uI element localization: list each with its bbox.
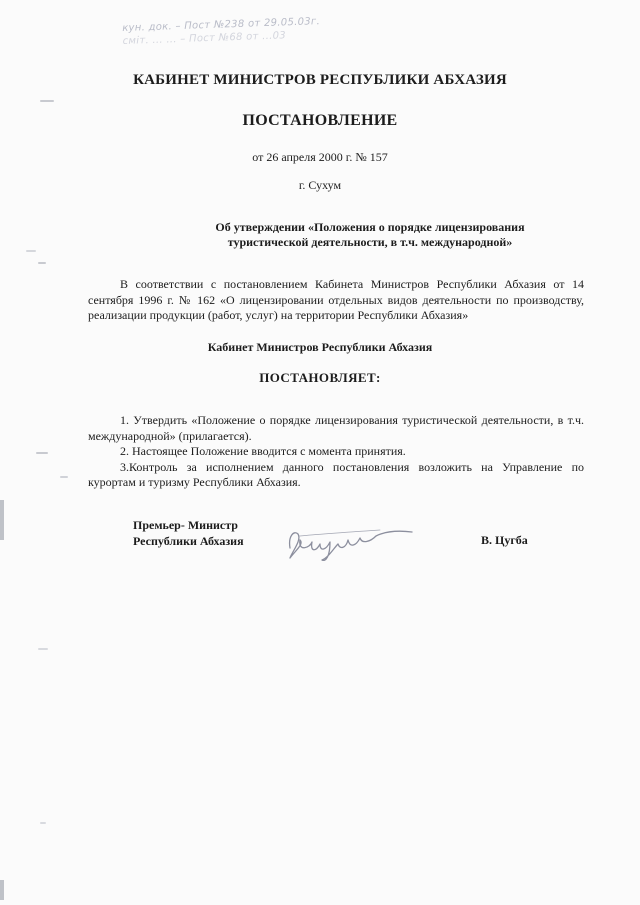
subject-line-2: туристической деятельности, в т.ч. международной» [227, 235, 513, 249]
scan-edge-mark [0, 880, 4, 900]
scan-speck [60, 476, 68, 478]
scan-speck [36, 452, 48, 454]
signatory-name: В. Цугба [481, 533, 528, 547]
handwritten-signature [280, 518, 420, 568]
scan-speck [40, 822, 46, 824]
subject-heading [170, 220, 570, 250]
decree-item-3: 3.Контроль за исполнением данного постановления возложить на Управление по курортам и туризму Республики Абхазия. [88, 459, 584, 489]
signatory-title [133, 517, 244, 549]
decree-item-1: 1. Утвердить «Положение о порядке лицензирования туристической деятельности, в т.ч. международной» (прилагается). [88, 413, 584, 443]
scan-edge-mark [0, 500, 4, 540]
scan-speck [40, 100, 54, 102]
decree-items [88, 413, 584, 491]
scan-speck [38, 262, 46, 264]
date-and-number: от 26 апреля 2000 г. № 157 [252, 150, 388, 164]
scan-speck [38, 648, 48, 650]
document-type-heading: ПОСТАНОВЛЕНИЕ [242, 112, 398, 129]
subject-line-1: Об утверждении «Положения о порядке лицензирования [215, 220, 525, 234]
scan-speck [26, 250, 36, 252]
handwritten-note-line-2: сміт. ... ... – Пост №68 от ...03 [122, 30, 287, 47]
handwritten-note-line-1: кун. док. – Пост №238 от 29.05.03г. [122, 16, 321, 34]
ministry-heading: КАБИНЕТ МИНИСТРОВ РЕСПУБЛИКИ АБХАЗИЯ [133, 72, 507, 88]
decrees-line: ПОСТАНОВЛЯЕТ: [259, 370, 381, 385]
signatory-title-line-1: Премьер- Министр [133, 518, 238, 532]
preamble-paragraph: В соответствии с постановлением Кабинета Министров Республики Абхазия от 14 сентября 1996 г. № 162 «О лицензировании отдельных видов деятельности по производству, реализации продукции (работ, услуг) на территории Республики Абхазия» [88, 277, 584, 322]
signatory-title-line-2: Республики Абхазия [133, 534, 244, 548]
decree-item-2: 2. Настоящее Положение вводится с момента принятия. [120, 444, 406, 458]
cabinet-line: Кабинет Министров Республики Абхазия [207, 340, 433, 354]
handwritten-note [122, 15, 321, 48]
city-line: г. Сухум [298, 178, 342, 192]
